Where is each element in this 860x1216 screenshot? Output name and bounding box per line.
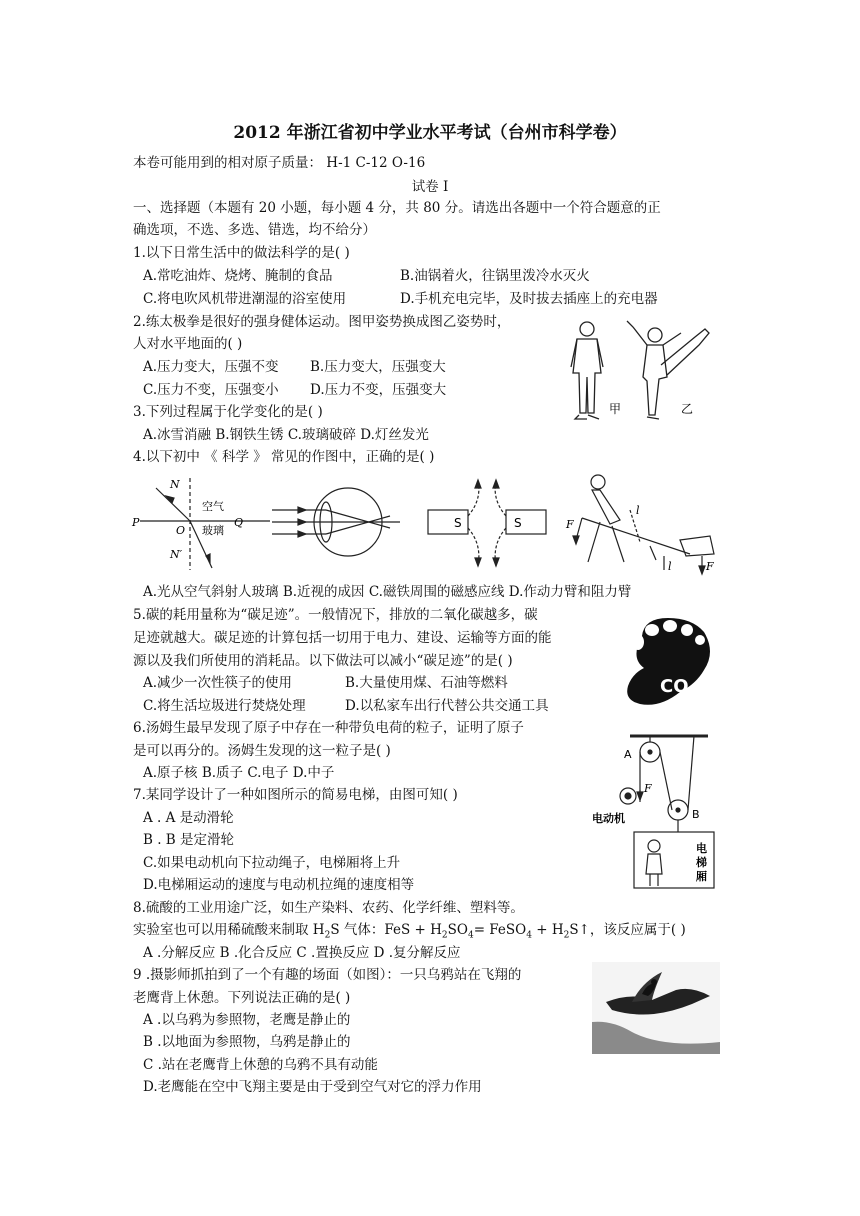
svg-text:B: B	[692, 808, 700, 821]
q1-stem: 1.以下日常生活中的做法科学的是( )	[133, 245, 350, 261]
q7-option-c: C.如果电动机向下拉动绳子，电梯厢将上升	[143, 855, 401, 871]
q1-option-c: C.将电吹风机带进潮湿的浴室使用	[143, 291, 347, 307]
q9-option-c: C .站在老鹰背上休憩的乌鸦不具有动能	[143, 1057, 378, 1073]
q1-option-d: D.手机充电完毕，及时拔去插座上的充电器	[400, 291, 658, 307]
section-heading-cont: 确选项，不选、多选、错选，均不给分）	[133, 222, 376, 238]
q5-stem: 5.碳的耗用量称为“碳足迹”。一般情况下，排放的二氧化碳越多，碳	[133, 607, 538, 623]
paper-part-label: 试卷 I	[411, 179, 449, 195]
q4-options: A.光从空气斜射人玻璃 B.近视的成因 C.磁铁周围的磁感应线 D.作动力臂和阻力臂	[143, 584, 632, 600]
magnet-field-diagram	[428, 480, 546, 566]
q7-option-b: B . B 是定滑轮	[143, 832, 235, 848]
q5-stem-cont2: 源以及我们所使用的消耗品。以下做法可以减小“碳足迹”的是( )	[133, 653, 513, 669]
carbon-footprint-figure	[620, 612, 720, 712]
q1-option-a: A.常吃油炸、烧烤、腌制的食品	[143, 268, 333, 284]
svg-text:N: N	[170, 478, 180, 491]
svg-text:厢: 厢	[696, 870, 707, 883]
q9-option-d: D.老鹰能在空中飞翔主要是由于受到空气对它的浮力作用	[143, 1079, 482, 1095]
svg-text:Q: Q	[234, 516, 244, 529]
svg-text:F: F	[644, 782, 652, 795]
crow-eagle-photo	[592, 962, 720, 1054]
q9-option-b: B .以地面为参照物，乌鸦是静止的	[143, 1034, 351, 1050]
svg-text:S: S	[514, 516, 522, 530]
section-heading: 一、选择题（本题有 20 小题，每小题 4 分，共 80 分。请选出各题中一个符合题意的正	[133, 200, 661, 216]
q7-stem: 7.某同学设计了一种如图所示的简易电梯，由图可知( )	[133, 787, 458, 803]
svg-text:2: 2	[692, 686, 700, 699]
q4-figures	[130, 470, 720, 578]
svg-text:玻璃: 玻璃	[202, 524, 224, 537]
q9-stem-cont: 老鹰背上休憩。下列说法正确的是( )	[133, 990, 351, 1006]
q7-option-a: A . A 是动滑轮	[143, 810, 234, 826]
svg-text:空气: 空气	[202, 500, 224, 513]
q5-option-b: B.大量使用煤、石油等燃料	[345, 675, 508, 691]
q2-option-a: A.压力变大，压强不变	[143, 359, 279, 375]
atomic-mass-note: 本卷可能用到的相对原子质量： H-1 C-12 O-16	[133, 155, 426, 171]
svg-text:电: 电	[696, 842, 707, 855]
q5-option-d: D.以私家车出行代替公共交通工具	[345, 698, 549, 714]
q8-options: A .分解反应 B .化合反应 C .置换反应 D .复分解反应	[143, 945, 461, 961]
q2-option-d: D.压力不变，压强变大	[310, 382, 447, 398]
elevator-pulley-figure	[590, 730, 720, 895]
q7-option-d: D.电梯厢运动的速度与电动机拉绳的速度相等	[143, 877, 415, 893]
fig-label-yi: 乙	[681, 402, 694, 416]
q5-option-c: C.将生活垃圾进行焚烧处理	[143, 698, 306, 714]
co2-label: CO	[660, 676, 689, 697]
svg-text:梯: 梯	[696, 856, 707, 869]
q8-stem: 8.硫酸的工业用途广泛，如生产染料、农药、化学纤维、塑料等。	[133, 900, 524, 916]
svg-text:l: l	[668, 560, 672, 573]
q6-options: A.原子核 B.质子 C.电子 D.中子	[143, 765, 335, 781]
lever-diagram	[573, 475, 714, 574]
q2-option-b: B.压力变大，压强变大	[310, 359, 446, 375]
taichi-figure	[555, 315, 725, 427]
svg-text:F: F	[566, 518, 574, 531]
q3-stem: 3.下列过程属于化学变化的是( )	[133, 404, 323, 420]
q5-stem-cont: 足迹就越大。碳足迹的计算包括一切用于电力、建设、运输等方面的能	[133, 630, 552, 646]
svg-text:电动机: 电动机	[592, 812, 625, 825]
svg-text:P: P	[132, 516, 140, 529]
q6-stem: 6.汤姆生最早发现了原子中存在一种带负电荷的粒子，证明了原子	[133, 720, 524, 736]
q9-option-a: A .以乌鸦为参照物，老鹰是静止的	[143, 1012, 351, 1028]
q2-stem-cont: 人对水平地面的( )	[133, 336, 243, 352]
myopia-diagram	[272, 488, 400, 556]
q9-stem: 9 .摄影师抓拍到了一个有趣的场面（如图）：一只乌鸦站在飞翔的	[133, 967, 522, 983]
fig-label-jia: 甲	[609, 402, 622, 416]
svg-text:l: l	[636, 504, 640, 517]
svg-text:F: F	[706, 560, 714, 573]
q6-stem-cont: 是可以再分的。汤姆生发现的这一粒子是( )	[133, 743, 391, 759]
q1-option-b: B.油锅着火，往锅里泼冷水灭火	[400, 268, 590, 284]
q8-equation-line: 实验室也可以用稀硫酸来制取 $H_2S$ 气体：FeS + $H_2SO_4=$ FeSO$_4$ + $H_2S↑$，该反应属于( )	[133, 922, 686, 941]
q5-option-a: A.减少一次性筷子的使用	[143, 675, 293, 691]
q3-options: A.冰雪消融 B.钢铁生锈 C.玻璃破碎 D.灯丝发光	[143, 427, 429, 443]
svg-text:S: S	[454, 516, 462, 530]
page-title: 2012 年浙江省初中学业水平考试（台州市科学卷）	[233, 123, 627, 143]
q4-stem: 4.以下初中 《 科学 》 常见的作图中，正确的是( )	[133, 449, 435, 465]
svg-text:N′: N′	[170, 548, 183, 561]
q2-stem: 2.练太极拳是很好的强身健体运动。图甲姿势换成图乙姿势时，	[133, 314, 511, 330]
q2-option-c: C.压力不变，压强变小	[143, 382, 279, 398]
svg-text:O: O	[176, 524, 186, 537]
svg-text:A: A	[624, 748, 632, 761]
